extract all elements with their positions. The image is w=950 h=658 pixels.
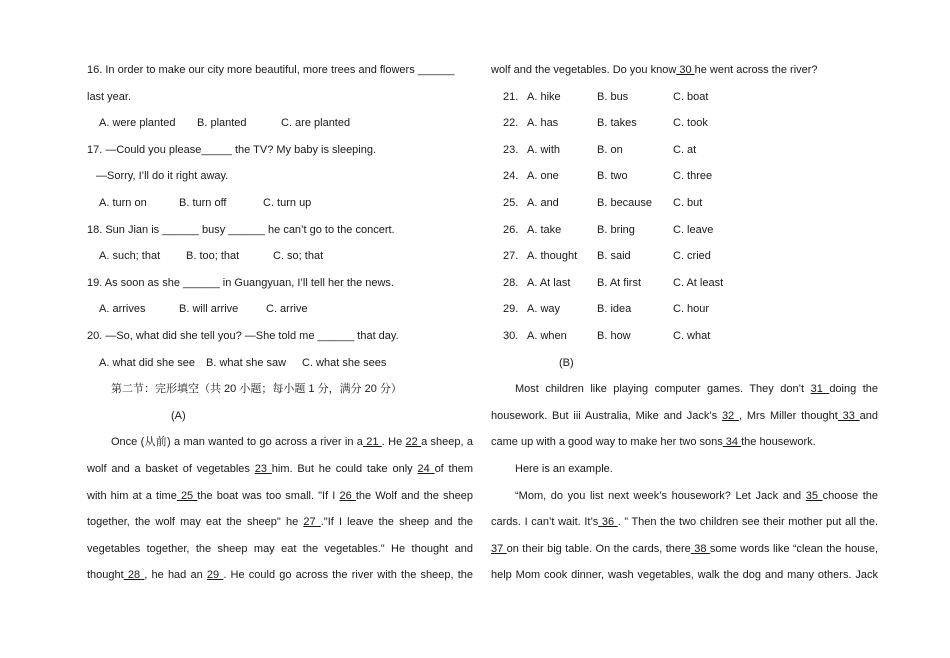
passage-text: housework. But iii Australia, Mike and Jack’s <box>491 409 722 422</box>
option-b: B. takes <box>597 117 637 130</box>
blank-28: 28 <box>123 569 145 582</box>
option-a: A. thought <box>527 250 578 263</box>
option-number: 28. <box>503 276 519 289</box>
q18-stem: 18. Sun Jian is ______ busy ______ he can’t go to the concert. <box>87 223 395 236</box>
q17-option-a: A. turn on <box>99 196 147 209</box>
passage-text: Most children like playing computer games. They don’t <box>515 383 811 396</box>
section2-title: 第二节：完形填空（共 20 小题；每小题 1 分，满分 20 分） <box>111 383 402 396</box>
q19-option-c: C. arrive <box>266 303 308 316</box>
q17-stem-line2: —Sorry, I’ll do it right away. <box>96 170 229 183</box>
option-row-27 <box>491 248 878 275</box>
q16-stem-line2: last year. <box>87 90 132 103</box>
passage-text: . He <box>381 436 406 449</box>
option-c: C. At least <box>673 276 724 289</box>
passage-a-line <box>87 514 473 541</box>
option-b: B. on <box>597 143 623 156</box>
passage-text: the housework. <box>741 436 816 449</box>
passage-b-line <box>491 381 878 408</box>
option-c: C. leave <box>673 223 714 236</box>
q20-stem: 20. —So, what did she tell you? —She told me ______ that day. <box>87 329 399 342</box>
passage-b-line <box>491 514 878 541</box>
option-number: 23. <box>503 143 519 156</box>
passage-text: of them <box>434 462 473 475</box>
blank-29: 29 <box>206 569 224 582</box>
passage-text: choose the <box>822 489 878 502</box>
q16-option-b: B. planted <box>197 117 247 130</box>
passage-text: him. But he could take only <box>271 462 418 475</box>
option-number: 29. <box>503 303 519 316</box>
q18-option-b: B. too; that <box>186 250 240 263</box>
q19-option-a: A. arrives <box>99 303 146 316</box>
passage-a-line <box>87 434 473 461</box>
q20-option-b: B. what she saw <box>206 356 287 369</box>
passage-a-line <box>87 461 473 488</box>
q18-option-a: A. such; that <box>99 250 161 263</box>
q19-option-b: B. will arrive <box>179 303 239 316</box>
option-a: A. with <box>527 143 561 156</box>
passage-text: ."If I leave the sheep and the <box>320 516 473 529</box>
passage-b-line <box>491 541 878 568</box>
option-row-21 <box>491 89 878 116</box>
passage-text: the Wolf and the sheep <box>355 489 473 502</box>
option-number: 30. <box>503 329 519 342</box>
option-a: A. has <box>527 117 559 130</box>
part-a-label: (A) <box>171 409 186 422</box>
option-c: C. at <box>673 143 697 156</box>
passage-text: doing the <box>829 383 878 396</box>
option-row-25 <box>491 195 878 222</box>
option-number: 21. <box>503 90 519 103</box>
passage-b-line: Here is an example. <box>515 462 613 475</box>
passage-text: a sheep, a <box>421 436 473 449</box>
passage-text: cards. I can’t wait. It’s <box>491 516 599 529</box>
blank-22: 22 <box>405 436 422 449</box>
q17-option-b: B. turn off <box>179 196 227 209</box>
part-b-label: (B) <box>559 356 574 369</box>
option-row-28 <box>491 275 878 302</box>
option-row-22 <box>491 115 878 142</box>
passage-text: “Mom, do you list next week’s housework? Let Jack and <box>515 489 806 502</box>
option-row-26 <box>491 222 878 249</box>
passage-text: and <box>859 409 878 422</box>
option-b: B. At first <box>597 276 642 289</box>
q16-options <box>87 115 473 142</box>
q17-options <box>87 195 473 222</box>
q20-option-c: C. what she sees <box>302 356 387 369</box>
blank-25: 25 <box>176 489 198 502</box>
option-b: B. bus <box>597 90 629 103</box>
option-number: 26. <box>503 223 519 236</box>
option-b: B. two <box>597 170 628 183</box>
passage-b-line: help Mom cook dinner, wash vegetables, walk the dog and many others. Jack <box>491 569 878 582</box>
q17-option-c: C. turn up <box>263 196 312 209</box>
q19-options <box>87 301 473 328</box>
q20-options <box>87 355 473 382</box>
option-row-24 <box>491 168 878 195</box>
q16-stem-line1: 16. In order to make our city more beautiful, more trees and flowers ______ <box>87 64 455 76</box>
blank-38: 38 <box>690 542 710 555</box>
option-c: C. boat <box>673 90 709 103</box>
passage-text: wolf and a basket of vegetables <box>87 462 255 475</box>
blank-36: 36 <box>598 516 618 529</box>
blank-34: 34 <box>722 436 742 449</box>
option-c: C. but <box>673 196 703 209</box>
option-number: 27. <box>503 250 519 263</box>
q20-option-a: A. what did she see <box>99 356 196 369</box>
option-number: 24. <box>503 170 519 183</box>
blank-30: 30 <box>676 64 695 76</box>
passage-text: on their big table. On the cards, there <box>506 542 691 555</box>
blank-27: 27 <box>303 516 321 529</box>
passage-text: he went across the river? <box>694 64 818 76</box>
option-a: A. way <box>527 303 561 316</box>
blank-24: 24 <box>417 462 435 475</box>
passage-b-line <box>491 434 878 461</box>
blank-26: 26 <box>339 489 356 502</box>
option-row-30 <box>491 328 878 355</box>
passage-a-continued <box>491 62 878 89</box>
passage-text: . He could go across the river with the sheep, the <box>223 569 473 582</box>
option-a: A. and <box>527 196 559 209</box>
passage-b-line <box>491 408 878 435</box>
left-column <box>87 62 473 594</box>
passage-text: , Mrs Miller thought <box>738 409 838 422</box>
q18-options <box>87 248 473 275</box>
passage-a-line <box>87 488 473 515</box>
cloze-a-options <box>491 89 878 355</box>
option-c: C. took <box>673 117 708 130</box>
option-b: B. said <box>597 250 631 263</box>
option-a: A. At last <box>527 276 571 289</box>
passage-a-line <box>87 567 473 594</box>
passage-text: , he had an <box>144 569 207 582</box>
passage-text: the boat was too small. "If I <box>197 489 340 502</box>
option-a: A. when <box>527 329 567 342</box>
option-b: B. bring <box>597 223 635 236</box>
passage-text: came up with a good way to make her two sons <box>491 436 723 449</box>
option-a: A. one <box>527 170 559 183</box>
option-a: A. hike <box>527 90 561 103</box>
blank-21: 21 <box>362 436 382 449</box>
passage-text: together, the wolf may eat the sheep" he <box>87 516 304 529</box>
option-number: 25. <box>503 196 519 209</box>
option-b: B. how <box>597 329 631 342</box>
blank-23: 23 <box>254 462 272 475</box>
blank-31: 31 <box>810 383 830 396</box>
q19-stem: 19. As soon as she ______ in Guangyuan, I’ll tell her the news. <box>87 276 394 289</box>
q16-option-a: A. were planted <box>99 117 176 130</box>
right-column <box>491 62 878 594</box>
blank-33: 33 <box>837 409 860 422</box>
q16-option-c: C. are planted <box>281 117 351 130</box>
passage-text: Once (从前) a man wanted to go across a river in a <box>111 436 363 449</box>
blank-37: 37 <box>491 542 507 555</box>
option-b: B. because <box>597 196 653 209</box>
passage-text: thought <box>87 569 124 582</box>
passage-a-line: vegetables together, the sheep may eat the vegetables." He thought and <box>87 542 473 555</box>
passage-b-line <box>491 488 878 515</box>
option-c: C. hour <box>673 303 710 316</box>
blank-35: 35 <box>805 489 823 502</box>
passage-text: with him at a time <box>87 489 177 502</box>
option-number: 22. <box>503 117 519 130</box>
option-c: C. cried <box>673 250 711 263</box>
option-b: B. idea <box>597 303 632 316</box>
passage-text: wolf and the vegetables. Do you know <box>491 64 677 76</box>
q17-stem-line1: 17. —Could you please_____ the TV? My baby is sleeping. <box>87 143 377 156</box>
blank-32: 32 <box>721 409 739 422</box>
option-a: A. take <box>527 223 562 236</box>
passage-text: some words like “clean the house, <box>709 542 878 555</box>
option-row-23 <box>491 142 878 169</box>
q18-option-c: C. so; that <box>273 250 324 263</box>
option-c: C. three <box>673 170 713 183</box>
passage-text: . ” Then the two children see their mother put all the. <box>617 516 878 529</box>
option-c: C. what <box>673 329 711 342</box>
option-row-29 <box>491 301 878 328</box>
